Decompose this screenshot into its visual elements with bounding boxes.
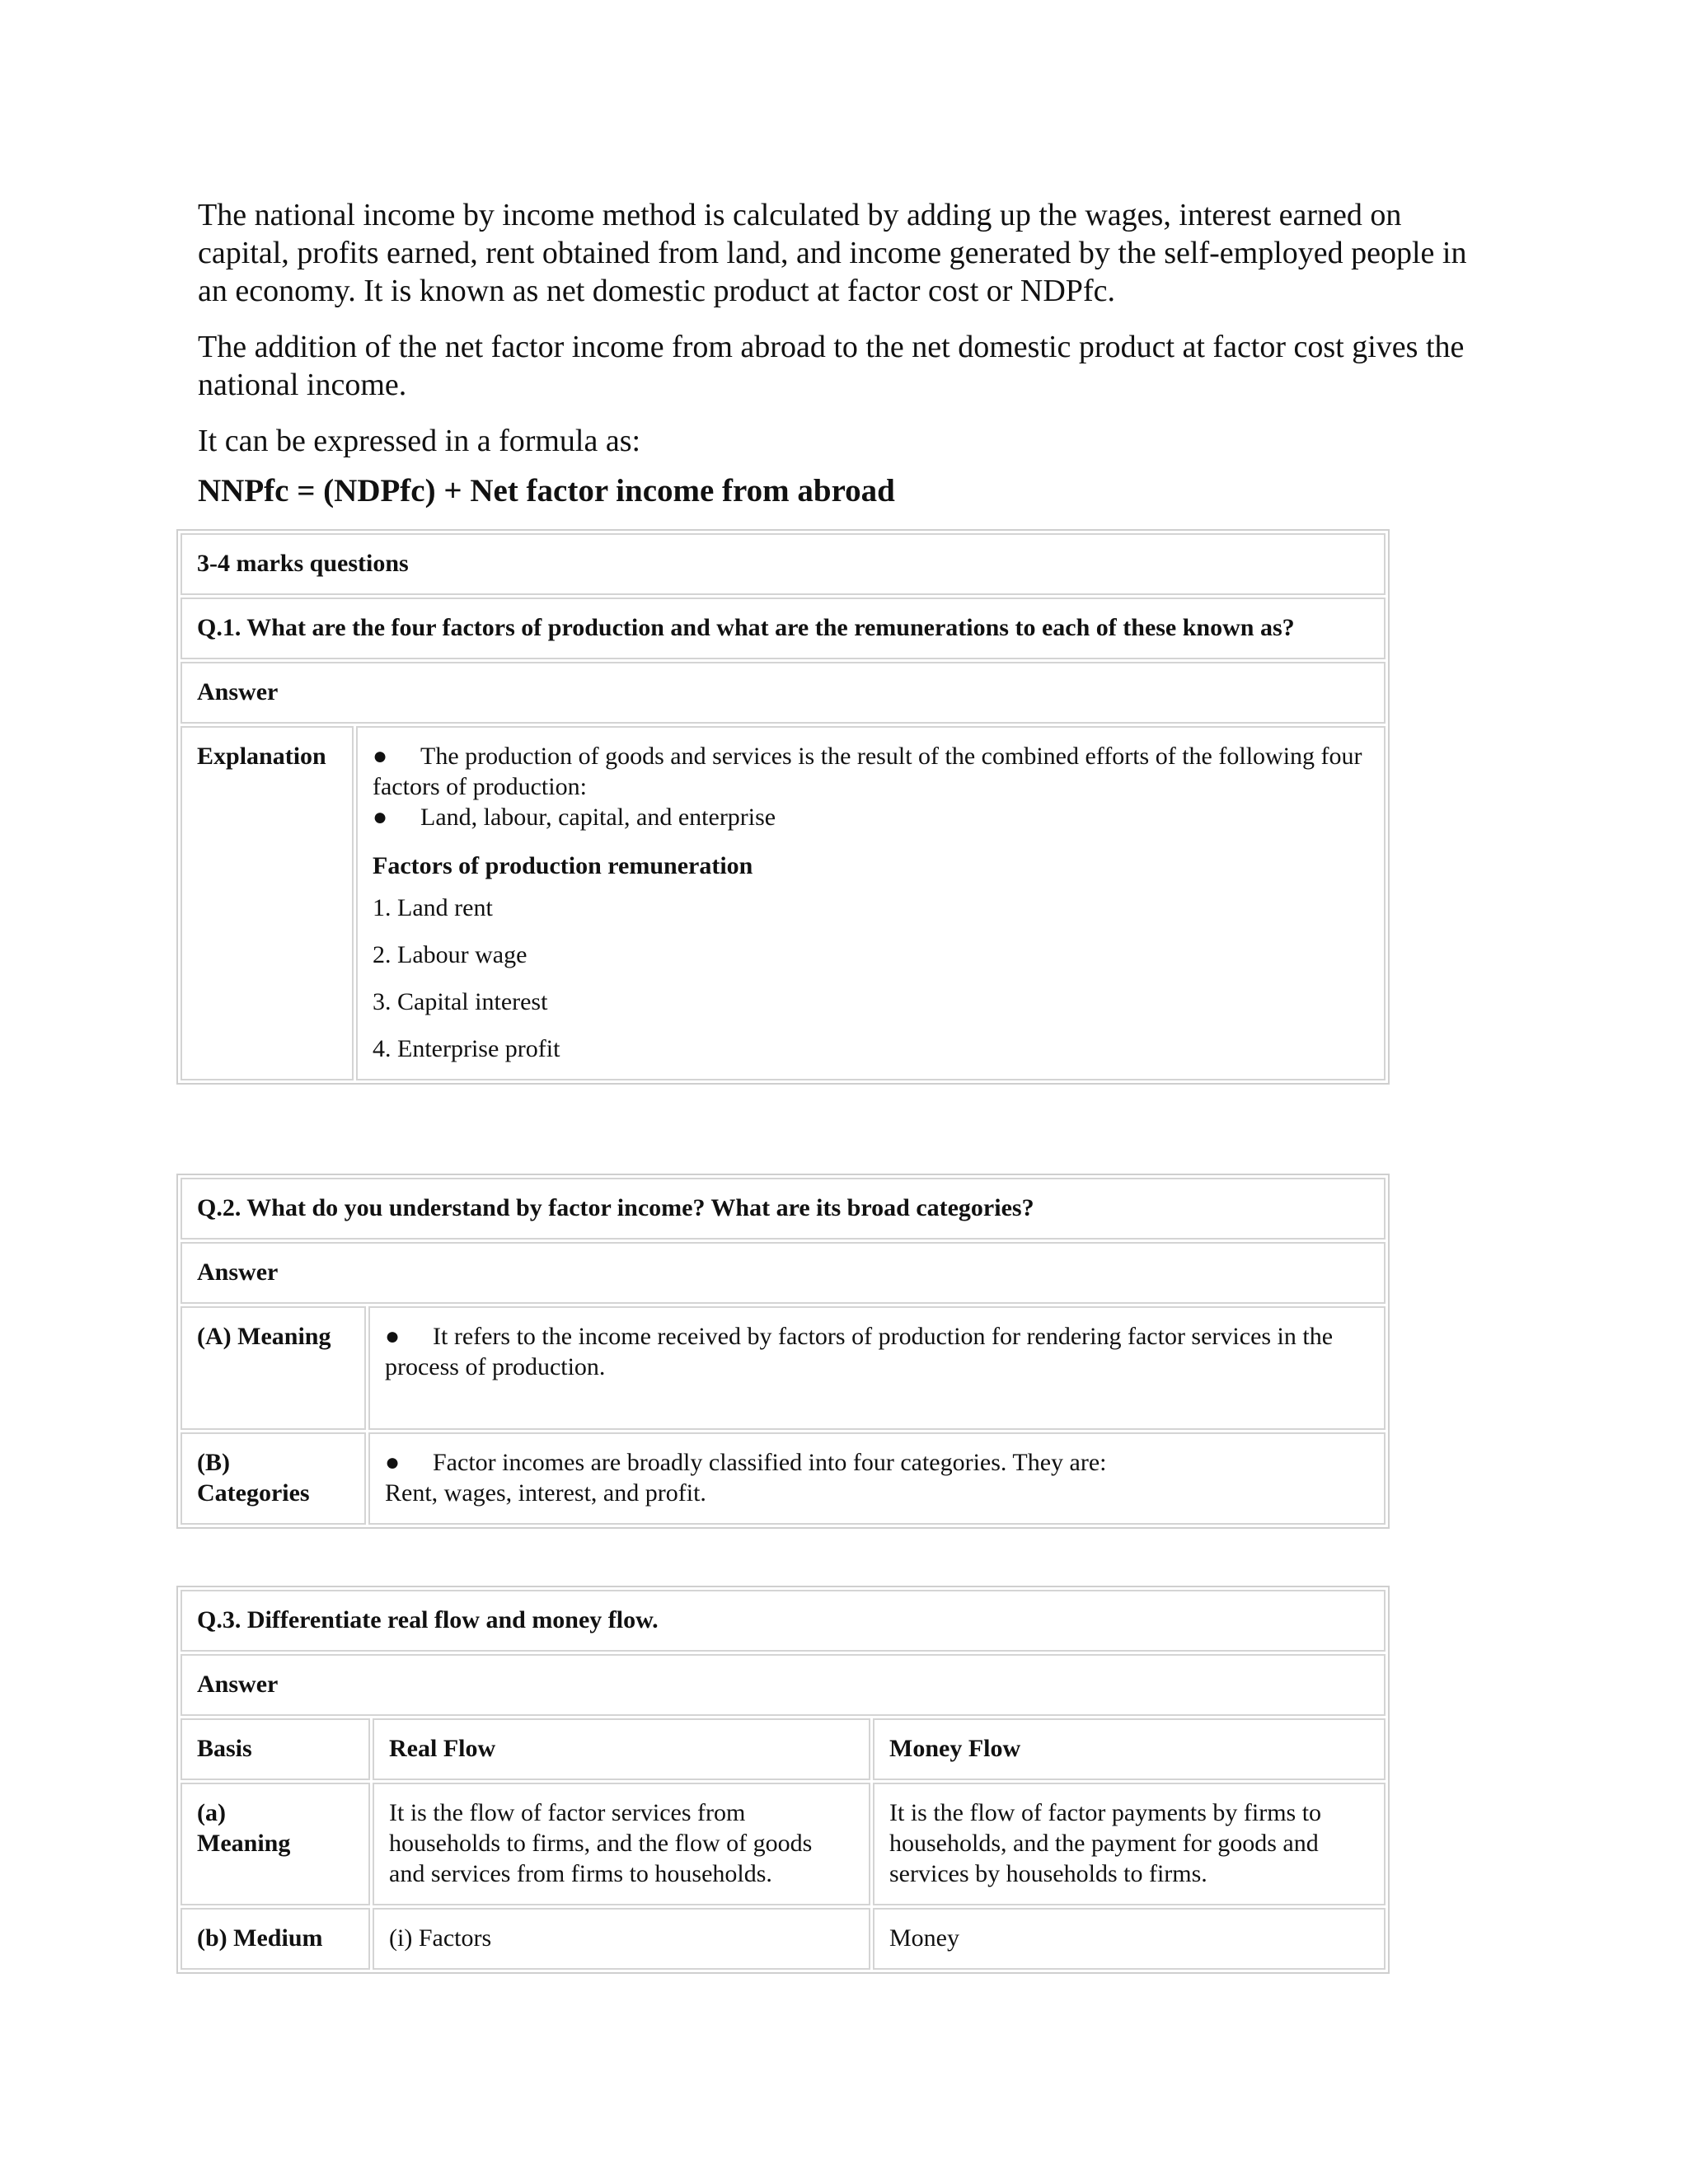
- q1-explanation-content: [356, 726, 1386, 1080]
- q1-list-item: 2. Labour wage: [373, 941, 528, 968]
- q3-row-medium-money: Money: [873, 1908, 1386, 1970]
- q3-row-meaning-money: It is the flow of factor payments by firms to households, and the payment for goods and services by households to firms.: [873, 1783, 1386, 1905]
- national-income-formula: NNPfc = (NDPfc) + Net factor income from abroad: [198, 473, 895, 509]
- q1-bullet-1: ● The production of goods and services is the result of the combined efforts of the following four factors of production:: [373, 743, 1362, 800]
- q1-list-item: 4. Enterprise profit: [373, 1035, 560, 1062]
- section-title: 3-4 marks questions: [181, 533, 1386, 595]
- q1-list-item: 3. Capital interest: [373, 988, 548, 1015]
- q1-subheading: Factors of production remuneration: [373, 852, 753, 879]
- q2-meaning-content: ● It refers to the income received by factors of production for rendering factor services in the process of production.: [368, 1306, 1386, 1430]
- q2-table: [176, 1174, 1390, 1529]
- q1-question: Q.1. What are the four factors of production and what are the remunerations to each of these known as?: [181, 598, 1386, 659]
- q2-categories-content: ● Factor incomes are broadly classified into four categories. They are: Rent, wages, interest, and profit.: [368, 1432, 1386, 1525]
- bullet-icon: ●: [385, 1449, 401, 1476]
- q3-question: Q.3. Differentiate real flow and money flow.: [181, 1590, 1386, 1652]
- q3-answer-label: Answer: [181, 1654, 1386, 1716]
- intro-paragraph-2: The addition of the net factor income from abroad to the net domestic product at factor cost gives the national income.: [198, 330, 1465, 402]
- q1-table: [176, 529, 1390, 1085]
- q3-row-medium-real: (i) Factors: [373, 1908, 870, 1970]
- q1-explanation-label: Explanation: [181, 726, 354, 1080]
- q2-meaning-label: (A) Meaning: [181, 1306, 366, 1430]
- q2-question: Q.2. What do you understand by factor income? What are its broad categories?: [181, 1178, 1386, 1240]
- q3-header-basis: Basis: [181, 1718, 370, 1780]
- q3-row-medium-label: (b) Medium: [181, 1908, 370, 1970]
- q2-categories-label: (B) Categories: [181, 1432, 366, 1525]
- intro-paragraph-1: The national income by income method is calculated by adding up the wages, interest earned on capital, profits earned, rent obtained from land, and income generated by the self-employed people in an economy. It is known as net domestic product at factor cost or NDPfc.: [198, 198, 1467, 308]
- q1-list-item: 1. Land rent: [373, 894, 493, 921]
- q1-answer-label: Answer: [181, 662, 1386, 724]
- q2-answer-label: Answer: [181, 1242, 1386, 1304]
- q3-row-meaning-real: It is the flow of factor services from households to firms, and the flow of goods and services from firms to households.: [373, 1783, 870, 1905]
- q1-bullet-2: ● Land, labour, capital, and enterprise: [373, 804, 776, 831]
- bullet-icon: ●: [373, 743, 388, 770]
- q3-header-real-flow: Real Flow: [373, 1718, 870, 1780]
- bullet-icon: ●: [373, 804, 388, 831]
- q3-table: [176, 1586, 1390, 1974]
- intro-paragraph-3: It can be expressed in a formula as:: [198, 424, 641, 458]
- q3-row-meaning-label: (a) Meaning: [181, 1783, 370, 1905]
- q3-header-money-flow: Money Flow: [873, 1718, 1386, 1780]
- bullet-icon: ●: [385, 1323, 401, 1350]
